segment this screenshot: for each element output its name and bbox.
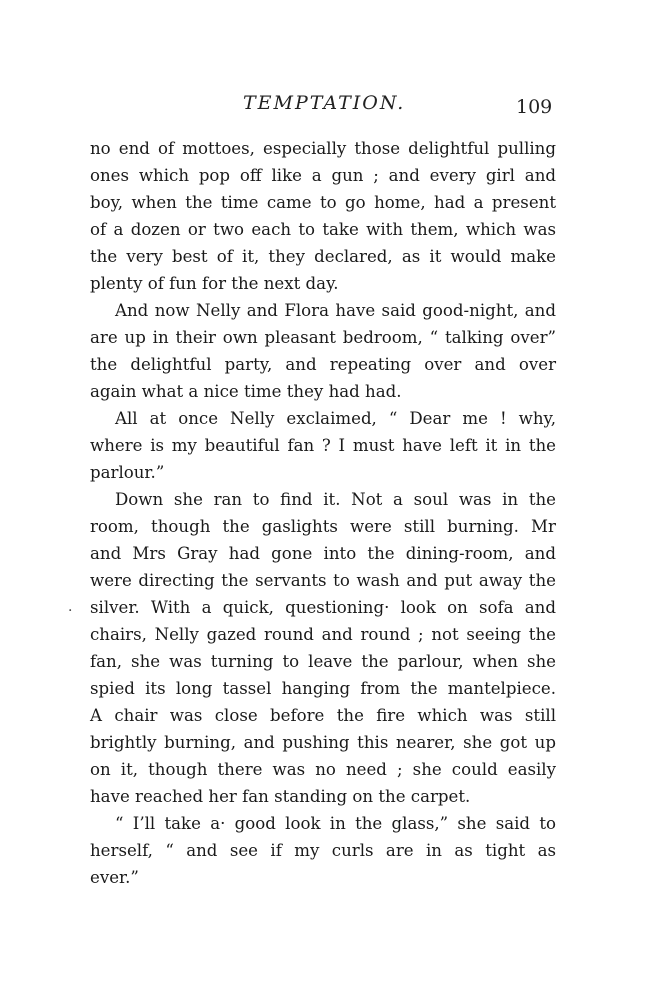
text-line: fan, she was turning to leave the parlour, when she: [90, 652, 556, 671]
text-line: were directing the servants to wash and put away the: [90, 571, 556, 590]
running-title: TEMPTATION.: [243, 92, 406, 114]
text-line: room, though the gaslights were still burning. Mr: [90, 517, 556, 536]
text-line: again what a nice time they had had.: [90, 382, 402, 401]
margin-mark: ·: [68, 603, 73, 619]
text-line: silver. With a quick, questioning· look on sofa and: [90, 598, 556, 617]
text-line: Down she ran to find it. Not a soul was in the: [115, 490, 556, 509]
text-line: of a dozen or two each to take with them, which was: [90, 220, 556, 239]
text-line: where is my beautiful fan ? I must have left it in the: [90, 436, 556, 455]
text-line: “ I’ll take a· good look in the glass,” she said to: [115, 814, 556, 833]
text-line: no end of mottoes, especially those delightful pulling: [90, 139, 556, 158]
text-line: All at once Nelly exclaimed, “ Dear me ! why,: [115, 409, 556, 428]
page-number: 109: [516, 96, 553, 118]
text-line: chairs, Nelly gazed round and round ; not seeing the: [90, 625, 556, 644]
body-text: [90, 135, 556, 891]
text-line: herself, “ and see if my curls are in as tight as: [90, 841, 556, 860]
text-line: And now Nelly and Flora have said good-night, and: [115, 301, 556, 320]
text-line: ever.”: [90, 868, 139, 887]
text-line: ones which pop off like a gun ; and every girl and: [90, 166, 556, 185]
running-head: [0, 92, 672, 122]
text-line: and Mrs Gray had gone into the dining-room, and: [90, 544, 556, 563]
text-line: on it, though there was no need ; she could easily: [90, 760, 556, 779]
text-line: the delightful party, and repeating over and over: [90, 355, 556, 374]
text-line: spied its long tassel hanging from the mantelpiece.: [90, 679, 556, 698]
text-line: brightly burning, and pushing this nearer, she got up: [90, 733, 556, 752]
text-line: the very best of it, they declared, as it would make: [90, 247, 556, 266]
text-line: plenty of fun for the next day.: [90, 274, 339, 293]
text-line: A chair was close before the fire which was still: [90, 706, 556, 725]
text-line: have reached her fan standing on the carpet.: [90, 787, 471, 806]
text-line: boy, when the time came to go home, had a present: [90, 193, 556, 212]
text-line: parlour.”: [90, 463, 165, 482]
text-line: are up in their own pleasant bedroom, “ talking over”: [90, 328, 556, 347]
